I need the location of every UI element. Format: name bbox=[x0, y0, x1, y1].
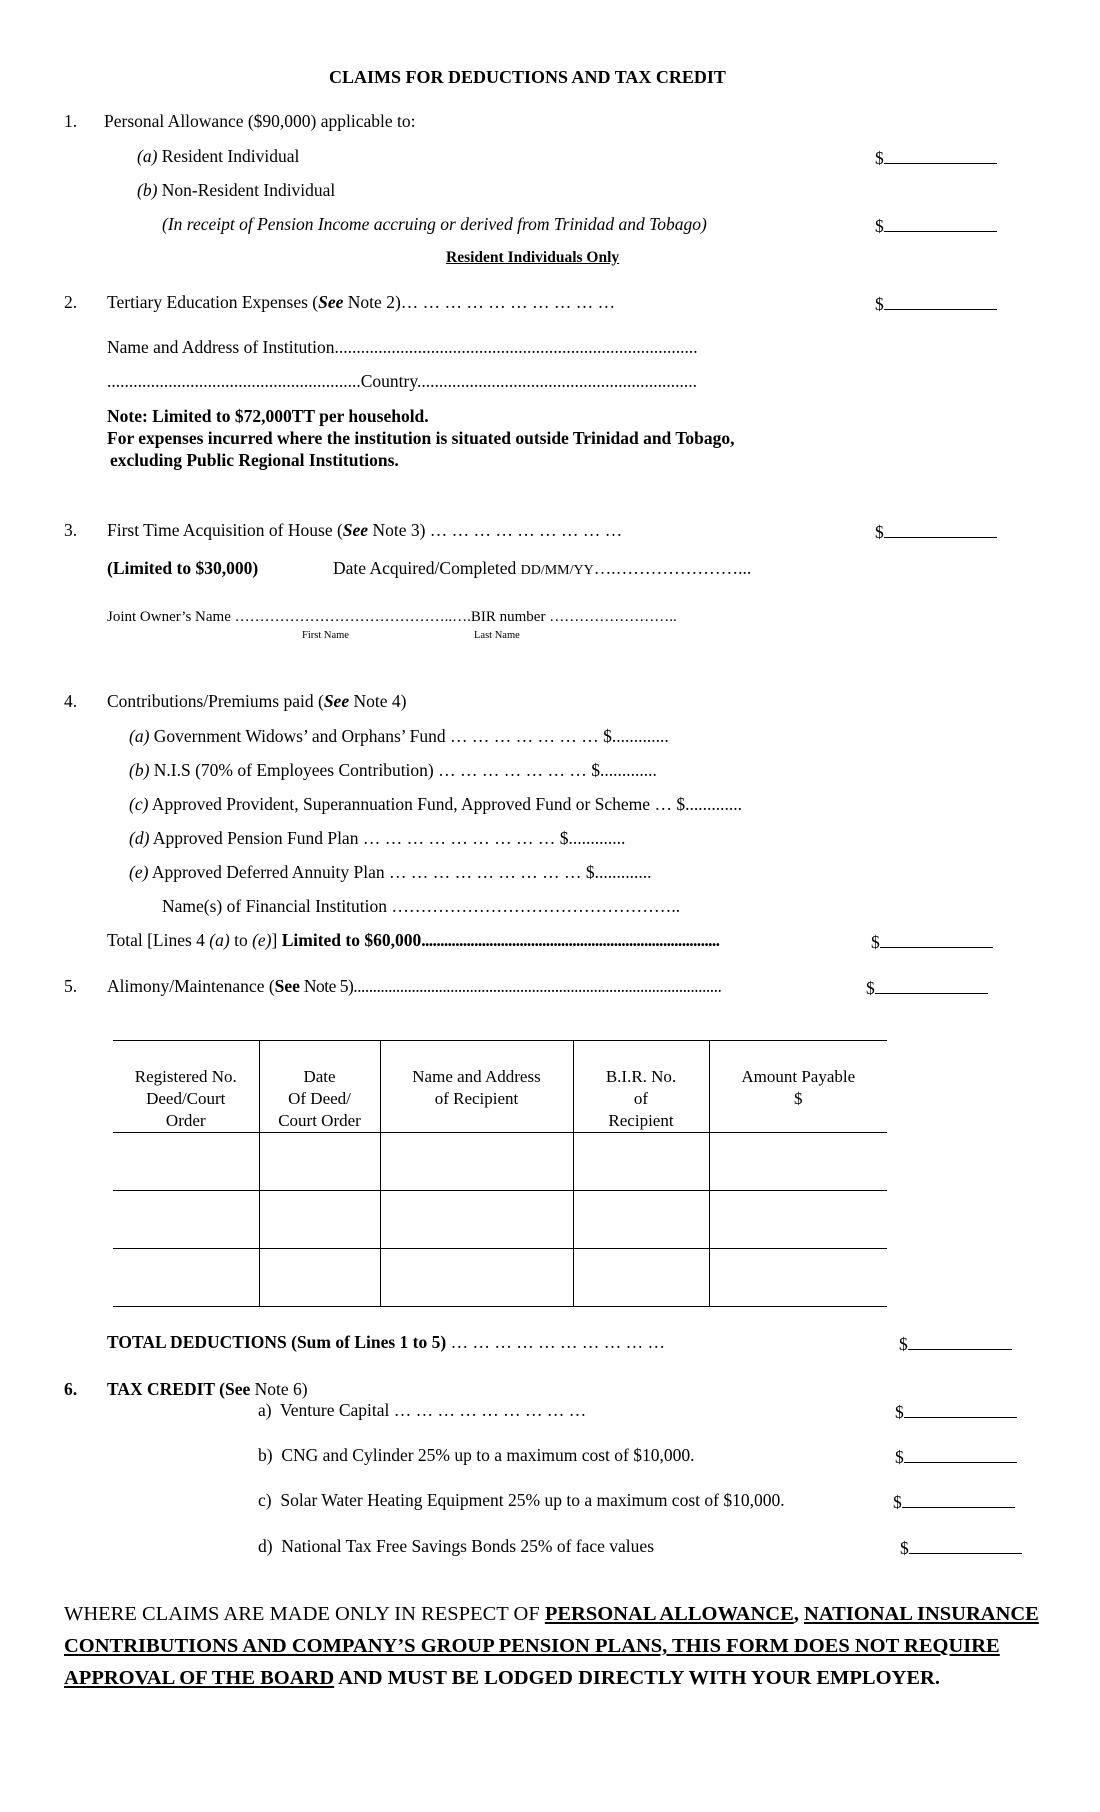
dollar-sign: $ bbox=[893, 1492, 902, 1512]
section-2-note-line1: Note: Limited to $72,000TT per household. bbox=[107, 406, 429, 426]
see-word: See bbox=[342, 520, 369, 540]
footer-text: , bbox=[793, 1603, 805, 1625]
tax-credit-a-field[interactable] bbox=[904, 1399, 1017, 1418]
first-name-caption: First Name bbox=[302, 630, 349, 641]
item-letter: d) bbox=[258, 1536, 273, 1556]
section-4-total-amount[interactable] bbox=[871, 929, 993, 953]
item-text: Government Widows’ and Orphans’ Fund … … … … … … … $............. bbox=[153, 726, 669, 746]
table-cell[interactable] bbox=[259, 1191, 380, 1249]
table-row bbox=[113, 1133, 887, 1191]
item-letter: (a) bbox=[129, 726, 150, 746]
dollar-sign: $ bbox=[875, 294, 884, 314]
item-letter: c) bbox=[258, 1490, 272, 1510]
institution-name-field[interactable]: Name and Address of Institution................................................................................... bbox=[107, 337, 698, 357]
date-format: DD/MM/YY bbox=[520, 563, 594, 578]
section-2-number: 2. bbox=[64, 292, 78, 312]
item-letter: (b) bbox=[129, 760, 150, 780]
table-cell[interactable] bbox=[573, 1191, 709, 1249]
header-line: Registered No. bbox=[134, 1067, 237, 1086]
table-cell[interactable] bbox=[113, 1249, 259, 1307]
section-3-label bbox=[107, 519, 622, 541]
section-6-label bbox=[107, 1378, 308, 1400]
tax-credit-c-field[interactable] bbox=[902, 1489, 1015, 1508]
item-text: Solar Water Heating Equipment 25% up to a maximum cost of $10,000. bbox=[280, 1490, 785, 1510]
section-3-amount-field[interactable] bbox=[884, 519, 997, 538]
tax-credit-b-line bbox=[258, 1444, 694, 1466]
col-bir-no bbox=[573, 1041, 709, 1133]
section-1b-text: Non-Resident Individual bbox=[161, 180, 336, 200]
total-e: (e) bbox=[252, 930, 272, 950]
section-1a-amount-field[interactable] bbox=[884, 145, 997, 164]
dollar-sign: $ bbox=[871, 932, 880, 952]
table-cell[interactable] bbox=[113, 1191, 259, 1249]
header-line: Order bbox=[165, 1111, 206, 1130]
total-to: to bbox=[229, 930, 253, 950]
col-registered-no bbox=[113, 1041, 259, 1133]
section-1a-text: Resident Individual bbox=[161, 146, 300, 166]
table-cell[interactable] bbox=[113, 1133, 259, 1191]
table-cell[interactable] bbox=[380, 1249, 573, 1307]
see-word: See bbox=[224, 1379, 251, 1399]
section-4-total-field[interactable] bbox=[880, 929, 993, 948]
section-2-amount[interactable] bbox=[875, 291, 997, 315]
table-header-row bbox=[113, 1041, 887, 1133]
tax-credit-c-line bbox=[258, 1489, 785, 1511]
date-dots: ….…………………... bbox=[593, 558, 752, 578]
item-letter: (e) bbox=[129, 862, 149, 882]
section-4b-line[interactable] bbox=[129, 759, 657, 781]
section-5-amount[interactable] bbox=[866, 975, 988, 999]
section-5-label bbox=[107, 975, 721, 997]
header-line: Court Order bbox=[278, 1111, 361, 1130]
section-1a-letter: (a) bbox=[137, 146, 158, 166]
item-letter: a) bbox=[258, 1400, 272, 1420]
section-3-label-text: First Time Acquisition of House ( bbox=[107, 520, 343, 540]
financial-institution-field[interactable]: Name(s) of Financial Institution ………………………………………….. bbox=[162, 896, 681, 916]
section-4-total-line bbox=[107, 929, 719, 951]
section-2-amount-field[interactable] bbox=[884, 291, 997, 310]
section-5-number: 5. bbox=[64, 976, 78, 996]
header-line: Name and Address bbox=[412, 1067, 541, 1086]
section-5-amount-field[interactable] bbox=[875, 975, 988, 994]
section-3-label-dots: Note 3) … … … … … … … … … bbox=[368, 520, 623, 540]
dollar-sign: $ bbox=[899, 1334, 908, 1354]
total-text: Total [Lines 4 bbox=[107, 930, 210, 950]
dollar-sign: $ bbox=[875, 148, 884, 168]
dollar-sign: $ bbox=[866, 978, 875, 998]
section-1-label: Personal Allowance ($90,000) applicable to: bbox=[104, 111, 416, 131]
header-line: Of Deed/ bbox=[288, 1089, 351, 1108]
date-acquired-field[interactable] bbox=[333, 557, 751, 582]
section-2-note-line3: excluding Public Regional Institutions. bbox=[110, 450, 399, 470]
section-2-label-text: Tertiary Education Expenses ( bbox=[107, 292, 319, 312]
section-1a-line bbox=[137, 145, 299, 167]
section-1b-amount[interactable] bbox=[875, 213, 997, 237]
table-cell[interactable] bbox=[709, 1249, 887, 1307]
header-line: $ bbox=[794, 1089, 803, 1108]
section-4-number: 4. bbox=[64, 691, 78, 711]
section-1-number: 1. bbox=[64, 111, 78, 131]
table-cell[interactable] bbox=[259, 1249, 380, 1307]
total-dots: ............................................................................... bbox=[421, 930, 720, 950]
header-line: of bbox=[633, 1089, 649, 1108]
see-word: See bbox=[318, 292, 344, 312]
col-recipient-name-address bbox=[380, 1041, 573, 1133]
header-line: of Recipient bbox=[434, 1089, 519, 1108]
institution-country-field[interactable]: ..........................................................Country................................................................ bbox=[107, 371, 697, 391]
total-limit: Limited to $60,000 bbox=[281, 930, 422, 950]
tax-credit-a-amount[interactable] bbox=[895, 1399, 1017, 1423]
tax-credit-d-field[interactable] bbox=[909, 1535, 1022, 1554]
section-2-label-dots: Note 2)… … … … … … … … … … bbox=[343, 292, 616, 312]
section-4e-line[interactable] bbox=[129, 861, 652, 883]
section-4d-line[interactable] bbox=[129, 827, 625, 849]
alimony-table bbox=[113, 1040, 887, 1307]
item-text: National Tax Free Savings Bonds 25% of face values bbox=[281, 1536, 654, 1556]
item-text: N.I.S (70% of Employees Contribution) … … … … … … … $............. bbox=[153, 760, 657, 780]
tax-credit-c-amount[interactable] bbox=[893, 1489, 1015, 1513]
resident-only-heading: Resident Individuals Only bbox=[446, 249, 620, 266]
total-deductions-line bbox=[107, 1331, 665, 1353]
section-4a-line[interactable] bbox=[129, 725, 669, 747]
header-line: Recipient bbox=[608, 1111, 674, 1130]
total-deductions-field[interactable] bbox=[908, 1331, 1012, 1350]
section-3-limit: (Limited to $30,000) bbox=[107, 558, 259, 578]
table-cell[interactable] bbox=[709, 1191, 887, 1249]
date-acquired-label: Date Acquired/Completed bbox=[333, 558, 517, 578]
page-title: CLAIMS FOR DEDUCTIONS AND TAX CREDIT bbox=[329, 67, 726, 87]
last-name-caption: Last Name bbox=[474, 630, 520, 641]
section-4c-line[interactable] bbox=[129, 793, 742, 815]
section-3-amount[interactable] bbox=[875, 519, 997, 543]
section-6-label-text: TAX CREDIT ( bbox=[107, 1379, 225, 1399]
see-word: See bbox=[274, 976, 300, 996]
table-cell[interactable] bbox=[573, 1249, 709, 1307]
total-deductions-dots: … … … … … … … … … … bbox=[446, 1332, 665, 1352]
table-cell[interactable] bbox=[259, 1133, 380, 1191]
section-4-label-text: Contributions/Premiums paid ( bbox=[107, 691, 324, 711]
section-3-number: 3. bbox=[64, 520, 78, 540]
table-row bbox=[113, 1191, 887, 1249]
item-text: Approved Provident, Superannuation Fund, Approved Fund or Scheme … $............. bbox=[151, 794, 742, 814]
tax-credit-d-amount[interactable] bbox=[900, 1535, 1022, 1559]
table-row bbox=[113, 1249, 887, 1307]
dollar-sign: $ bbox=[875, 216, 884, 236]
section-1a-amount[interactable] bbox=[875, 145, 997, 169]
dollar-sign: $ bbox=[875, 522, 884, 542]
joint-owner-field[interactable]: Joint Owner’s Name ……………………………………..….BIR number …………………….. bbox=[107, 609, 677, 625]
tax-credit-a-line bbox=[258, 1399, 586, 1421]
item-text: Venture Capital … … … … … … … … … bbox=[280, 1400, 587, 1420]
tax-credit-b-field[interactable] bbox=[904, 1444, 1017, 1463]
section-5-label-dots: Note 5)............................................................................................... bbox=[299, 976, 722, 996]
section-6-number: 6. bbox=[64, 1379, 78, 1399]
item-letter: b) bbox=[258, 1445, 273, 1465]
footer-underlined: NATIONAL INSURANCE CONTRIBUTIONS AND COMPANY’S GROUP PENSION PLANS, THIS FORM DOES NOT REQUIRE APPROVAL OF THE BOARD bbox=[64, 1603, 1039, 1689]
table-cell[interactable] bbox=[380, 1133, 573, 1191]
section-1b-letter: (b) bbox=[137, 180, 158, 200]
tax-credit-d-line bbox=[258, 1535, 654, 1557]
section-5-label-text: Alimony/Maintenance ( bbox=[107, 976, 275, 996]
header-line: Deed/Court bbox=[146, 1089, 226, 1108]
table-cell[interactable] bbox=[709, 1133, 887, 1191]
table-cell[interactable] bbox=[380, 1191, 573, 1249]
footer-text: AND MUST BE LODGED DIRECTLY WITH YOUR EMPLOYER. bbox=[334, 1667, 940, 1689]
total-deductions-label: TOTAL DEDUCTIONS (Sum of Lines 1 to 5) bbox=[107, 1332, 447, 1352]
dollar-sign: $ bbox=[895, 1447, 904, 1467]
see-word: See bbox=[323, 691, 350, 711]
footer-underlined: PERSONAL ALLOWANCE bbox=[544, 1603, 794, 1625]
section-6-label-post: Note 6) bbox=[250, 1379, 308, 1399]
header-line: B.I.R. No. bbox=[605, 1067, 677, 1086]
item-text: CNG and Cylinder 25% up to a maximum cost of $10,000. bbox=[281, 1445, 695, 1465]
section-1b-note: (In receipt of Pension Income accruing or derived from Trinidad and Tobago) bbox=[162, 214, 707, 234]
total-deductions-amount[interactable] bbox=[899, 1331, 1012, 1355]
header-line: Amount Payable bbox=[741, 1067, 856, 1086]
tax-credit-b-amount[interactable] bbox=[895, 1444, 1017, 1468]
item-text: Approved Pension Fund Plan … … … … … … … … … $............. bbox=[152, 828, 626, 848]
section-4-label-post: Note 4) bbox=[349, 691, 407, 711]
footer-text: WHERE CLAIMS ARE MADE ONLY IN RESPECT OF bbox=[64, 1603, 545, 1625]
col-date-of-deed bbox=[259, 1041, 380, 1133]
filing-instruction bbox=[64, 1598, 1054, 1694]
header-line: Date bbox=[303, 1067, 336, 1086]
section-1b-line bbox=[137, 179, 335, 201]
section-4-label bbox=[107, 690, 406, 712]
item-text: Approved Deferred Annuity Plan … … … … … … … … … $............. bbox=[151, 862, 652, 882]
col-amount-payable bbox=[709, 1041, 887, 1133]
section-2-note-line2: For expenses incurred where the institution is situated outside Trinidad and Tobago, bbox=[107, 428, 735, 448]
total-close: ] bbox=[271, 930, 282, 950]
section-1b-amount-field[interactable] bbox=[884, 213, 997, 232]
dollar-sign: $ bbox=[895, 1402, 904, 1422]
item-letter: (d) bbox=[129, 828, 150, 848]
item-letter: (c) bbox=[129, 794, 149, 814]
total-a: (a) bbox=[209, 930, 230, 950]
table-cell[interactable] bbox=[573, 1133, 709, 1191]
section-2-label bbox=[107, 291, 615, 313]
dollar-sign: $ bbox=[900, 1538, 909, 1558]
